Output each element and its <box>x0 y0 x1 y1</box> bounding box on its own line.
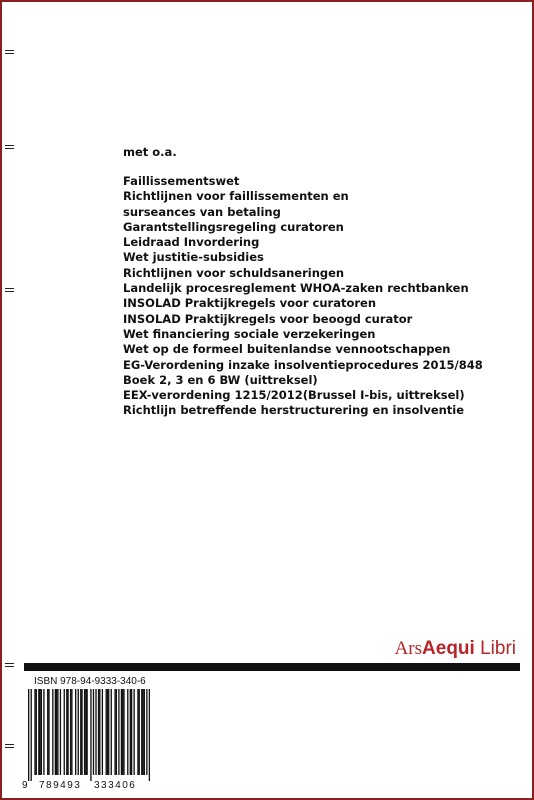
barcode-bar <box>71 689 72 775</box>
contents-item: EG-Verordening inzake insolventieprocedures 2015/848 <box>123 357 483 372</box>
barcode-bar <box>43 689 44 775</box>
isbn-label: ISBN 978-94-9333-340-6 <box>34 676 146 687</box>
barcode-bar <box>144 689 145 775</box>
barcode-bar <box>41 689 42 775</box>
crop-mark-icon <box>5 662 14 668</box>
barcode-bar <box>67 689 68 775</box>
barcode-bar <box>81 689 82 775</box>
barcode-bar <box>137 689 138 775</box>
contents-intro: met o.a. <box>123 145 177 159</box>
publisher-logo <box>395 638 516 660</box>
barcode-bar <box>52 689 53 775</box>
contents-item: INSOLAD Praktijkregels voor curatoren <box>123 296 377 311</box>
barcode-bar <box>70 689 71 775</box>
barcode-icon <box>28 689 150 781</box>
barcode-bar <box>122 689 123 775</box>
contents-item: Richtlijnen voor faillissementen en <box>123 189 349 204</box>
barcode-bar <box>66 689 67 775</box>
barcode-bar <box>116 689 117 775</box>
barcode-bar <box>90 689 91 781</box>
contents-item: Richtlijn betreffende herstructurering en insolventie <box>123 403 465 418</box>
barcode-bar <box>34 689 35 775</box>
barcode-bar <box>80 689 81 775</box>
barcode-bar <box>36 689 37 775</box>
barcode-bar <box>75 689 76 775</box>
barcode-bar <box>31 689 32 781</box>
barcode-bar <box>60 689 61 775</box>
barcode-bar <box>121 689 122 775</box>
barcode-digit-first: 9 <box>22 780 30 791</box>
barcode-bar <box>146 689 147 775</box>
barcode-bar <box>108 689 109 775</box>
barcode-bar <box>127 689 128 775</box>
contents-item: Garantstellingsregeling curatoren <box>123 219 344 234</box>
barcode-bar <box>39 689 40 775</box>
contents-item: Richtlijnen voor schuldsaneringen <box>123 265 345 280</box>
barcode-bar <box>149 689 150 781</box>
contents-item: surseances van betaling <box>123 204 281 219</box>
barcode-bar <box>106 689 107 775</box>
barcode-bar <box>107 689 108 775</box>
barcode-bar <box>98 689 99 775</box>
barcode-bar <box>99 689 100 775</box>
barcode-bar <box>56 689 57 775</box>
contents-item: Wet justitie-subsidies <box>123 250 264 265</box>
barcode-bar <box>111 689 112 775</box>
publisher-logo-part: Ars <box>394 638 423 659</box>
barcode-bar <box>47 689 48 775</box>
contents-item: EEX-verordening 1215/2012(Brussel I-bis, uittreksel) <box>123 388 465 403</box>
publisher-logo-part: Libri <box>474 638 516 659</box>
contents-item: Faillissementswet <box>123 174 240 188</box>
barcode-digits-right: 333406 <box>94 780 137 791</box>
barcode-digits-left: 789493 <box>39 780 82 791</box>
barcode-bar <box>48 689 49 775</box>
barcode-bar <box>133 689 134 775</box>
barcode-bar <box>118 689 119 775</box>
contents-item: Leidraad Invordering <box>123 235 260 250</box>
barcode-bar <box>64 689 65 775</box>
barcode-bar <box>95 689 96 775</box>
barcode-bar <box>123 689 124 775</box>
contents-item: Boek 2, 3 en 6 BW (uittreksel) <box>123 372 318 387</box>
barcode-bar <box>38 689 39 775</box>
crop-mark-icon <box>5 144 14 150</box>
barcode-bar <box>55 689 56 775</box>
barcode-bar <box>139 689 140 775</box>
barcode-bar <box>114 689 115 775</box>
barcode-bar <box>141 689 142 775</box>
barcode-bar <box>28 689 29 781</box>
barcode-bar <box>57 689 58 775</box>
publisher-logo-part: Aequi <box>422 638 475 659</box>
barcode-bar <box>85 689 86 775</box>
barcode-bar <box>93 689 94 775</box>
barcode-bar <box>78 689 79 775</box>
contents-list <box>123 174 483 419</box>
contents-item: Landelijk procesreglement WHOA-zaken rechtbanken <box>123 281 469 296</box>
barcode-bar <box>130 689 131 775</box>
barcode-bar <box>142 689 143 775</box>
barcode-bar <box>102 689 103 775</box>
crop-mark-icon <box>5 49 14 55</box>
crop-mark-icon <box>5 287 14 293</box>
contents-item: Wet op de formeel buitenlandse vennootschappen <box>123 342 451 357</box>
contents-item: INSOLAD Praktijkregels voor beoogd curator <box>123 311 413 326</box>
contents-item: Wet financiering sociale verzekeringen <box>123 326 376 341</box>
barcode-bar <box>84 689 85 775</box>
barcode-bar <box>131 689 132 775</box>
divider-bar <box>24 663 520 671</box>
crop-mark-icon <box>5 743 14 749</box>
barcode-bar <box>86 689 87 775</box>
